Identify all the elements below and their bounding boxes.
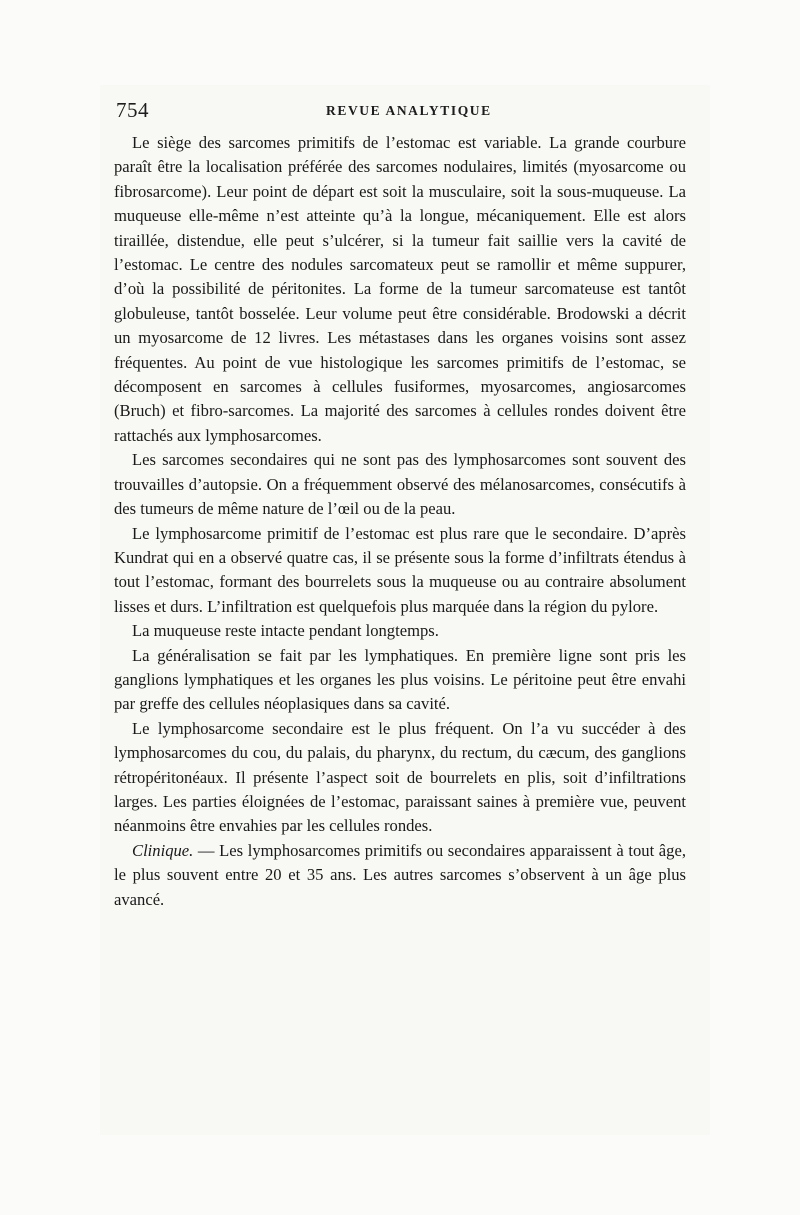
clinique-heading: Clinique. xyxy=(132,840,194,860)
paragraph: La généralisation se fait par les lymphatiques. En première ligne sont pris les ganglions lymphatiques et les organes les plus voisins. Le péritoine peut être envahi par greffe des cellules néoplasiques dans sa cavité. xyxy=(114,645,686,714)
paragraph: Les sarcomes secondaires qui ne sont pas des lymphosarcomes sont souvent des trouvailles d’autopsie. On a fréquemment observé des mélanosarcomes, consécutifs à des tumeurs de même nature de l’œil ou de la peau. xyxy=(114,450,686,519)
running-head: REVUE ANALYTIQUE xyxy=(326,103,492,118)
paragraph: La muqueuse reste intacte pendant longtemps. xyxy=(132,621,439,641)
clinique-text: — Les lymphosarcomes primitifs ou secondaires apparaissent à tout âge, le plus souvent entre 20 et 35 ans. Les autres sarcomes s’observent à un âge plus avancé. xyxy=(114,840,686,909)
body-text xyxy=(114,131,686,912)
paragraph: Le siège des sarcomes primitifs de l’estomac est variable. La grande courbure paraît être la localisation préférée des sarcomes nodulaires, limités (myosarcome ou fibrosarcome). Leur point de départ est soit la musculaire, soit la sous-muqueuse. La muqueuse elle-même n’est atteinte qu’à la longue, mécaniquement. Elle est alors tiraillée, distendue, elle peut s’ulcérer, si la tumeur fait saillie vers la cavité de l’estomac. Le centre des nodules sarcomateux peut se ramollir et même suppurer, d’où la possibilité de péritonites. La forme de la tumeur sarcomateuse est tantôt globuleuse, tantôt bosselée. Leur volume peut être considérable. Brodowski a décrit un myosarcome de 12 livres. Les métastases dans les organes voisins sont assez fréquentes. Au point de vue histologique les sarcomes primitifs de l’estomac, se décomposent en sarcomes à cellules fusiformes, myosarcomes, angiosarcomes (Bruch) et fibro-sarcomes. La majorité des sarcomes à cellules rondes doivent être rattachés aux lymphosarcomes. xyxy=(114,133,686,445)
paragraph: Le lymphosarcome secondaire est le plus fréquent. On l’a vu succéder à des lymphosarcomes du cou, du palais, du pharynx, du rectum, du cæcum, des ganglions rétropéritonéaux. Il présente l’aspect soit de bourrelets en plis, soit d’infiltrations larges. Les parties éloignées de l’estomac, paraissant saines à première vue, peuvent néanmoins être envahies par les cellules rondes. xyxy=(114,718,686,836)
paragraph: Le lymphosarcome primitif de l’estomac est plus rare que le secondaire. D’après Kundrat qui en a observé quatre cas, il se présente sous la forme d’infiltrats étendus à tout l’estomac, formant des bourrelets sous la muqueuse ou au contraire absolument lisses et durs. L’infiltration est quelquefois plus marquée dans la région du pylore. xyxy=(114,523,686,616)
paragraph-clinique xyxy=(114,839,686,912)
page-header xyxy=(116,98,686,126)
page-number: 754 xyxy=(116,98,149,122)
